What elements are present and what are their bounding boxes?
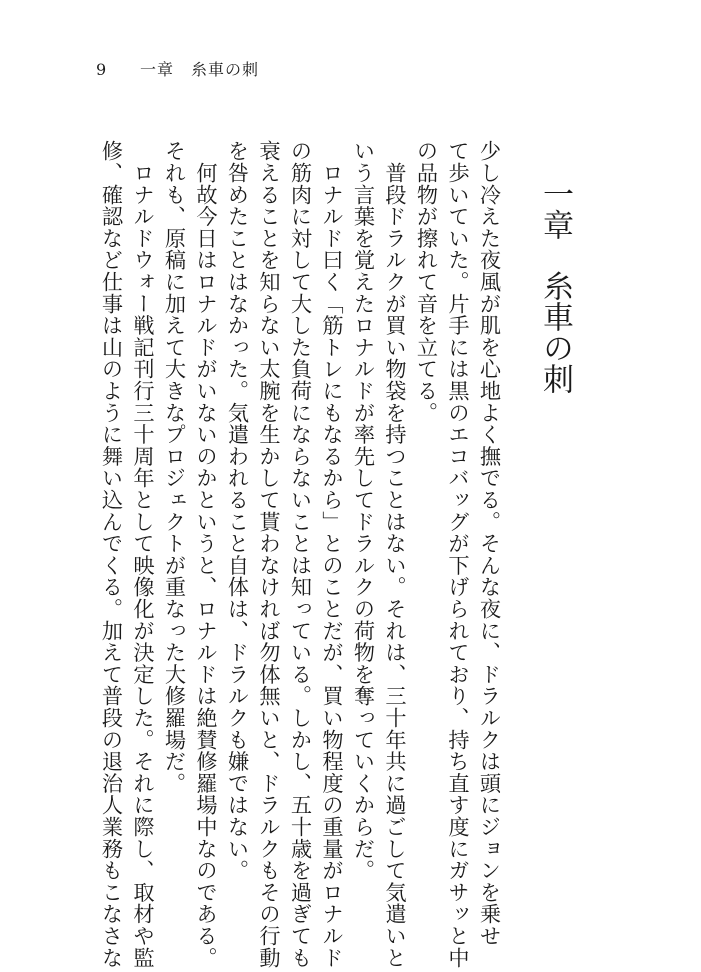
page-number: 9 [96,60,108,79]
text-column: 衰えることを知らない太腕を生かして貰わなければ勿体無いと、ドラルクもその行動 [257,140,282,969]
text-column: 何故今日はロナルドがいないのかというと、ロナルドは絶賛修羅場中なのである。 [194,140,219,969]
text-column: 少し冷えた夜風が肌を心地よく撫でる。そんな夜に、ドラルクは頭にジョンを乗せ [477,140,503,947]
text-column: いう言葉を覚えたロナルドが率先してドラルクの荷物を奪っていくからだ。 [351,140,377,882]
text-column: それも、原稿に加えて大きなプロジェクトが重なった大修羅場だ。 [162,140,188,794]
text-column: の筋肉に対して大した負荷にならないことは知っている。しかし、五十歳を過ぎても [288,140,314,969]
chapter-title: 糸車の刺 [537,270,573,394]
text-column: 修、確認など仕事は山のように舞い込んでくる。加えて普段の退治人業務もこなさな [99,140,125,969]
text-column: ロナルド曰く「筋トレにもなるから」とのことだが、買い物程度の重量がロナルド [320,140,345,969]
text-column: を咎めたことはなかった。気遣われること自体は、ドラルクも嫌ではない。 [225,140,251,882]
text-column: て歩いていた。片手には黒のエコバッグが下げられており、持ち直す度にガサッと中 [446,140,471,969]
text-column: 普段ドラルクが買い物袋を持つことはない。それは、三十年共に過ごして気遣いと [383,140,408,969]
text-column: の品物が擦れて音を立てる。 [414,140,440,424]
chapter-heading [533,178,577,394]
running-chapter-title: 一章 糸車の刺 [140,60,260,79]
body-text [96,140,506,969]
chapter-number: 一章 [537,178,573,240]
running-header [96,60,259,80]
text-column: ロナルドウォー戦記刊行三十周年として映像化が決定した。それに際し、取材や監 [131,140,156,969]
